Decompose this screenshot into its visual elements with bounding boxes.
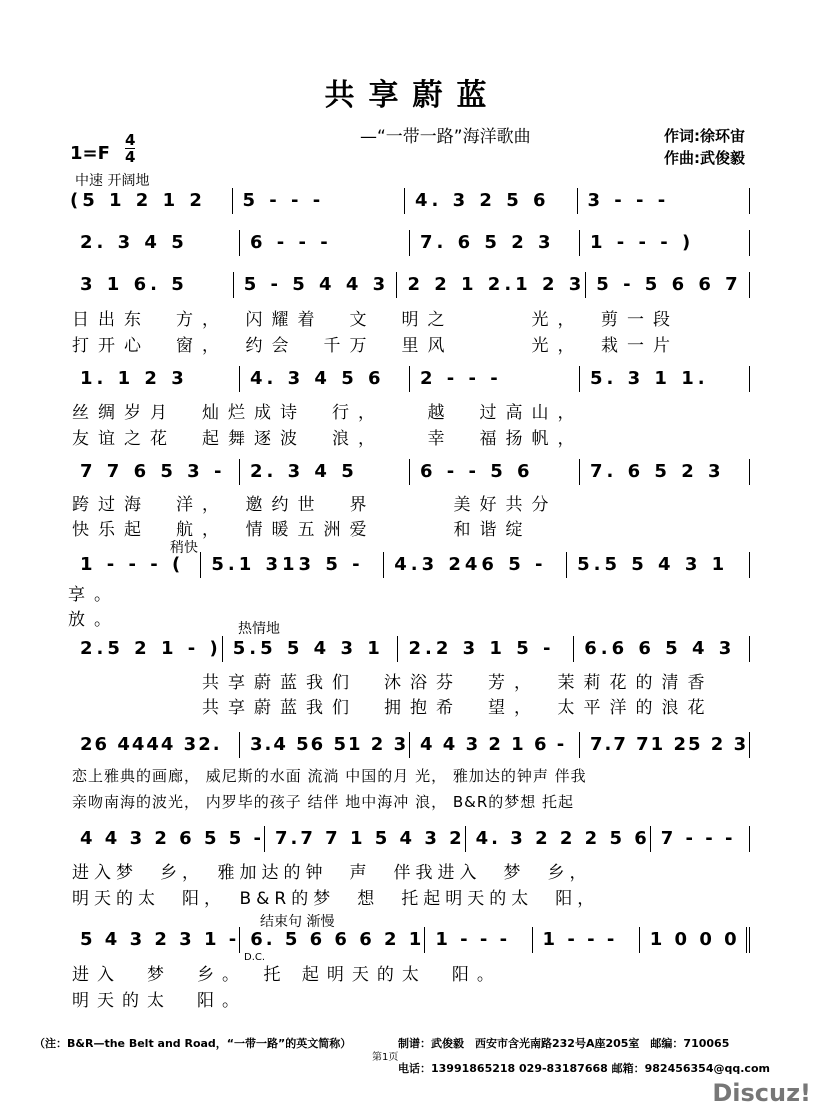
lyrics-verse-1: 恋上雅典的画廊， 威尼斯的水面 流淌 中国的月 光， 雅加达的钟声 伴我 [72, 767, 587, 785]
lyricist: 作词:徐环宙 [664, 127, 745, 145]
measure: 4. 3 2 2 2 5 6 [465, 826, 650, 852]
time-signature-top: 4 [125, 131, 136, 149]
measure: 2.5 2 1 - ) [80, 638, 222, 659]
lyrics-verse-1: 共享蔚蓝我们 沐浴芬 芳， 茉莉花的清香 [72, 673, 714, 693]
measure: 4 4 3 2 6 5 5 - [80, 828, 265, 849]
measure: 4. 3 4 5 6 [239, 366, 409, 392]
measure: (5 1 2 1 2 [70, 190, 206, 211]
song-subtitle: —“一带一路”海洋歌曲 [360, 127, 531, 147]
time-signature [125, 132, 135, 165]
lyrics-verse-1: 跨过海 洋， 邀约世 界 美好共分 [72, 495, 558, 515]
lyrics-verse-2: 放。 [68, 610, 120, 630]
footnote: （注：B&R—the Belt and Road，“一带一路”的英文简称） [34, 1037, 352, 1050]
measure: 7 7 6 5 3 - [80, 461, 226, 482]
staff-system-2 [70, 230, 750, 256]
lyrics-verse-2: 共享蔚蓝我们 拥抱希 望， 太平洋的浪花 [72, 698, 714, 718]
credits [664, 125, 745, 169]
key-signature: 1=F [70, 143, 110, 164]
measure: 3.4 56 51 2 3 [239, 732, 409, 758]
tempo-intro: 中速 开阔地 [75, 173, 150, 189]
measure: 5 - 5 6 6 7 [585, 272, 750, 298]
lyrics-verse-1: 进入梦 乡， 雅加达的钟 声 伴我进入 梦 乡， [72, 863, 592, 883]
measure: 5.5 5 4 3 1 [566, 552, 750, 578]
measure: 4.3 246 5 - [383, 552, 566, 578]
measure: 2 - - - [409, 366, 579, 392]
measure: 3 1 6. 5 [80, 274, 188, 295]
staff-system-6 [70, 552, 750, 578]
measure: 1 - - - [532, 927, 639, 953]
measure: 7 - - - [650, 826, 750, 852]
measure: 5 4 3 2 3 1 - [80, 929, 240, 950]
watermark: Discuz! [712, 1079, 811, 1107]
measure: 6. 5 6 6 6 2 1 [239, 927, 424, 953]
measure: 26 4444 32. [80, 734, 222, 755]
staff-system-7 [70, 636, 750, 662]
staff-system-4 [70, 366, 750, 392]
time-signature-bottom: 4 [125, 148, 136, 166]
lyrics-verse-2: 快乐起 航， 情暖五洲爱 和谐绽 [72, 520, 532, 540]
lyrics-verse-2: 友谊之花 起舞逐波 浪， 幸 福扬帆， [72, 429, 584, 449]
song-title: 共享蔚蓝 [324, 78, 501, 113]
measure: 4. 3 2 5 6 [404, 188, 577, 214]
measure: 5 - 5 4 4 3 [233, 272, 397, 298]
measure: 1 - - - ) [579, 230, 750, 256]
staff-system-5 [70, 459, 750, 485]
staff-system-8 [70, 732, 750, 758]
dc-mark: D.C. [244, 952, 266, 963]
measure: 5. 3 1 1. [579, 366, 750, 392]
staff-system-9 [70, 826, 750, 852]
measure: 2.2 3 1 5 - [397, 636, 573, 662]
staff-system-3 [70, 272, 750, 298]
measure: 7.7 7 1 5 4 3 2 [264, 826, 465, 852]
measure: 6 - - 5 6 [409, 459, 579, 485]
measure: 3 - - - [577, 188, 751, 214]
measure: 2. 3 4 5 [239, 459, 409, 485]
measure: 7.7 71 25 2 3 [579, 732, 750, 758]
measure: 5.1 313 5 - [200, 552, 383, 578]
composer: 作曲:武俊毅 [664, 149, 745, 167]
tempo-faster: 稍快 [170, 540, 198, 556]
measure: 4 4 3 2 1 6 - [409, 732, 579, 758]
measure: 1 - - - ( [80, 554, 185, 575]
measure: 1 0 0 0 [639, 927, 750, 953]
contact-info: 电话：13991865218 029-83187668 邮箱：982456354@qq.com [398, 1062, 770, 1075]
lyrics-verse-1: 进入 梦 乡。 托 起明天的太 阳。 [72, 965, 502, 985]
tempo-ending: 结束句 渐慢 [260, 914, 335, 930]
lyrics-verse-2: 明天的太 阳， B&R的梦 想 托起明天的太 阳， [72, 889, 600, 909]
measure: 5.5 5 4 3 1 [222, 636, 398, 662]
tempo-passionate: 热情地 [238, 621, 280, 637]
staff-system-1 [60, 188, 750, 214]
measure: 7. 6 5 2 3 [579, 459, 750, 485]
lyrics-verse-2: 打开心 窗， 约会 千万 里风 光， 栽一片 [72, 336, 679, 356]
measure: 2 2 1 2.1 2 3 [396, 272, 585, 298]
measure: 1. 1 2 3 [80, 368, 188, 389]
staff-system-10 [70, 927, 750, 953]
producer-info: 制谱：武俊毅 西安市含光南路232号A座205室 邮编：710065 [398, 1037, 730, 1050]
measure: 7. 6 5 2 3 [409, 230, 579, 256]
measure: 5 - - - [232, 188, 405, 214]
lyrics-verse-1: 日出东 方， 闪耀着 文 明之 光， 剪一段 [72, 310, 679, 330]
page-number: 第1页 [372, 1052, 399, 1063]
measure: 6.6 6 5 4 3 [573, 636, 750, 662]
lyrics-verse-2: 亲吻南海的波光， 内罗毕的孩子 结伴 地中海冲 浪， B&R的梦想 托起 [72, 793, 575, 811]
lyrics-verse-1: 丝绸岁月 灿烂成诗 行， 越 过高山， [72, 403, 584, 423]
measure: 6 - - - [239, 230, 409, 256]
lyrics-verse-2: 明天的太 阳。 [72, 991, 247, 1011]
lyrics-verse-1: 享。 [68, 585, 120, 605]
measure: 2. 3 4 5 [80, 232, 188, 253]
measure: 1 - - - [424, 927, 531, 953]
